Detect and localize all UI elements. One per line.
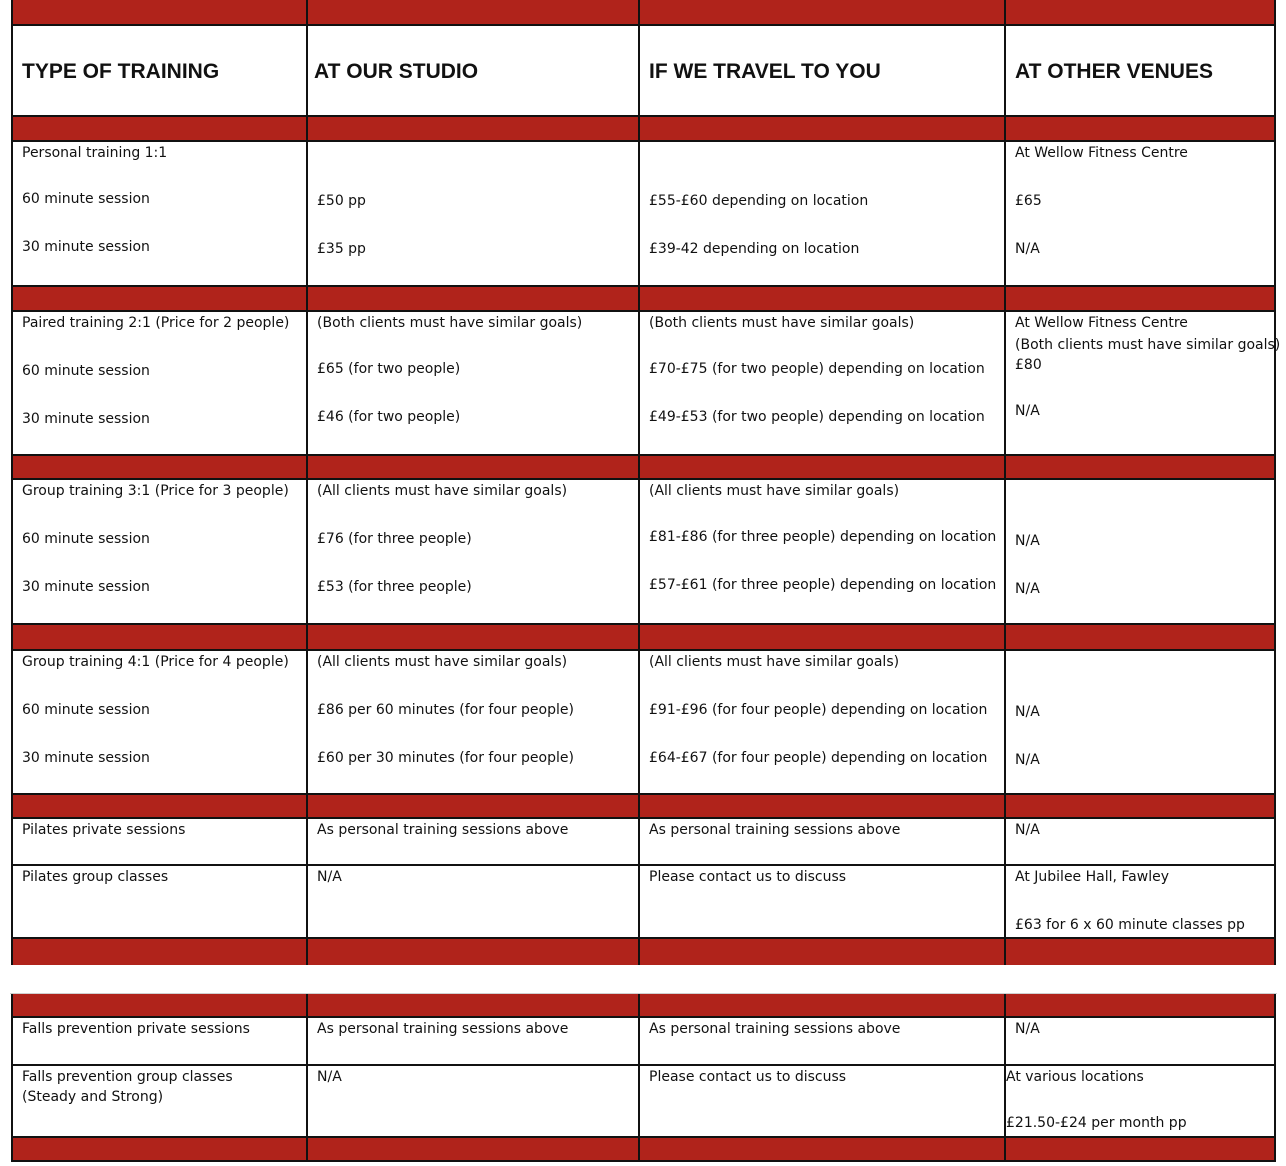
row-title: Paired training 2:1 (Price for 2 people) (22, 315, 290, 331)
red-divider-bar (11, 287, 1276, 312)
price-30: N/A (1015, 752, 1040, 768)
cell-studio (306, 1018, 638, 1064)
cell-type (11, 480, 306, 623)
cell-venues (1004, 651, 1276, 793)
price-60: £86 per 60 minutes (for four people) (317, 702, 574, 718)
price-30: N/A (1015, 241, 1040, 257)
table-row-falls-group (11, 1066, 1276, 1138)
price-30: £46 (for two people) (317, 409, 461, 425)
session-60-label: 60 minute session (22, 191, 150, 207)
price-60: £55-£60 depending on location (649, 193, 869, 209)
studio-price: As personal training sessions above (317, 822, 569, 838)
goals-note: (All clients must have similar goals) (649, 654, 900, 670)
venue-price: £21.50-£24 per month pp (1006, 1115, 1187, 1131)
cell-travel (638, 142, 1004, 285)
price-60: £80 (1015, 357, 1042, 373)
price-60: N/A (1015, 533, 1040, 549)
cell-studio (306, 819, 638, 864)
cell-venues (1004, 480, 1276, 623)
red-divider-bar (11, 456, 1276, 480)
page-break (10, 965, 1277, 994)
goals-note: (Both clients must have similar goals) (649, 315, 915, 331)
cell-travel (638, 866, 1004, 937)
price-60: £65 (for two people) (317, 361, 461, 377)
studio-price: N/A (317, 869, 342, 885)
header-other-venues: AT OTHER VENUES (1004, 26, 1276, 115)
venue-name: At Wellow Fitness Centre (1015, 145, 1188, 161)
goals-note: (Both clients must have similar goals) (1015, 337, 1281, 353)
red-divider-bar (11, 795, 1276, 819)
red-divider-bar (11, 0, 1276, 26)
red-divider-bar (11, 625, 1276, 651)
venue-name: At Wellow Fitness Centre (1015, 315, 1188, 331)
travel-price: Please contact us to discuss (649, 869, 847, 885)
row-title: Personal training 1:1 (22, 145, 168, 161)
goals-note: (All clients must have similar goals) (649, 483, 900, 499)
cell-travel (638, 651, 1004, 793)
price-60: £76 (for three people) (317, 531, 472, 547)
cell-type (11, 819, 306, 864)
price-30: N/A (1015, 581, 1040, 597)
session-60-label: 60 minute session (22, 702, 150, 718)
session-60-label: 60 minute session (22, 531, 150, 547)
cell-venues (1004, 1018, 1276, 1064)
row-title: Falls prevention private sessions (22, 1021, 250, 1037)
cell-type (11, 651, 306, 793)
session-60-label: 60 minute session (22, 363, 150, 379)
session-30-label: 30 minute session (22, 239, 150, 255)
price-30: £49-£53 (for two people) depending on location (649, 409, 985, 425)
table-row-personal-training (11, 142, 1276, 287)
price-30: £57-£61 (for three people) depending on location (649, 577, 997, 593)
session-30-label: 30 minute session (22, 579, 150, 595)
pricing-table-page-2 (11, 994, 1276, 1162)
price-60: £65 (1015, 193, 1042, 209)
cell-venues (1004, 142, 1276, 285)
cell-studio (306, 312, 638, 454)
travel-price: As personal training sessions above (649, 1021, 901, 1037)
cell-type (11, 1066, 306, 1136)
red-divider-bar (11, 117, 1276, 142)
studio-price: N/A (317, 1069, 342, 1085)
price-30: £53 (for three people) (317, 579, 472, 595)
row-title: Falls prevention group classes (22, 1069, 233, 1085)
row-title: Pilates private sessions (22, 822, 186, 838)
table-row-pilates-group (11, 866, 1276, 939)
venue-price: N/A (1015, 1021, 1040, 1037)
cell-studio (306, 142, 638, 285)
pricing-table-page-1 (11, 0, 1281, 974)
cell-type (11, 142, 306, 285)
goals-note: (Both clients must have similar goals) (317, 315, 583, 331)
cell-venues (1004, 312, 1281, 454)
header-if-we-travel: IF WE TRAVEL TO YOU (638, 26, 1004, 115)
cell-venues (1004, 819, 1276, 864)
cell-type (11, 1018, 306, 1064)
price-60: £70-£75 (for two people) depending on location (649, 361, 985, 377)
price-30: £60 per 30 minutes (for four people) (317, 750, 574, 766)
goals-note: (All clients must have similar goals) (317, 483, 568, 499)
session-30-label: 30 minute session (22, 411, 150, 427)
cell-studio (306, 651, 638, 793)
cell-travel (638, 1066, 1004, 1136)
price-60: £91-£96 (for four people) depending on location (649, 702, 988, 718)
table-row-paired-training (11, 312, 1281, 456)
price-30: N/A (1015, 403, 1040, 419)
table-row-group-training-3 (11, 480, 1276, 625)
venue-price: £63 for 6 x 60 minute classes pp (1015, 917, 1245, 933)
cell-studio (306, 866, 638, 937)
venue-name: At Jubilee Hall, Fawley (1015, 869, 1169, 885)
venue-name: At various locations (1006, 1069, 1144, 1085)
table-row-falls-private (11, 1018, 1276, 1066)
row-title: Pilates group classes (22, 869, 169, 885)
cell-travel (638, 312, 1004, 454)
price-30: £35 pp (317, 241, 366, 257)
cell-type (11, 312, 306, 454)
goals-note: (All clients must have similar goals) (317, 654, 568, 670)
header-at-our-studio: AT OUR STUDIO (306, 26, 638, 115)
price-30: £64-£67 (for four people) depending on location (649, 750, 988, 766)
cell-travel (638, 1018, 1004, 1064)
header-type-of-training: TYPE OF TRAINING (11, 26, 306, 115)
venue-price: N/A (1015, 822, 1040, 838)
cell-venues (1004, 866, 1276, 937)
travel-price: As personal training sessions above (649, 822, 901, 838)
table-row-group-training-4 (11, 651, 1276, 795)
price-60: N/A (1015, 704, 1040, 720)
row-subtitle: (Steady and Strong) (22, 1089, 164, 1105)
cell-type (11, 866, 306, 937)
cell-venues (1004, 1066, 1276, 1136)
price-30: £39-42 depending on location (649, 241, 860, 257)
row-title: Group training 3:1 (Price for 3 people) (22, 483, 289, 499)
cell-studio (306, 480, 638, 623)
cell-travel (638, 819, 1004, 864)
cell-travel (638, 480, 1004, 623)
table-row-pilates-private (11, 819, 1276, 866)
red-divider-bar (11, 994, 1276, 1018)
red-divider-bar (11, 1138, 1276, 1162)
price-60: £50 pp (317, 193, 366, 209)
cell-studio (306, 1066, 638, 1136)
table-header-row (11, 26, 1276, 117)
price-60: £81-£86 (for three people) depending on location (649, 529, 997, 545)
travel-price: Please contact us to discuss (649, 1069, 847, 1085)
studio-price: As personal training sessions above (317, 1021, 569, 1037)
session-30-label: 30 minute session (22, 750, 150, 766)
row-title: Group training 4:1 (Price for 4 people) (22, 654, 289, 670)
